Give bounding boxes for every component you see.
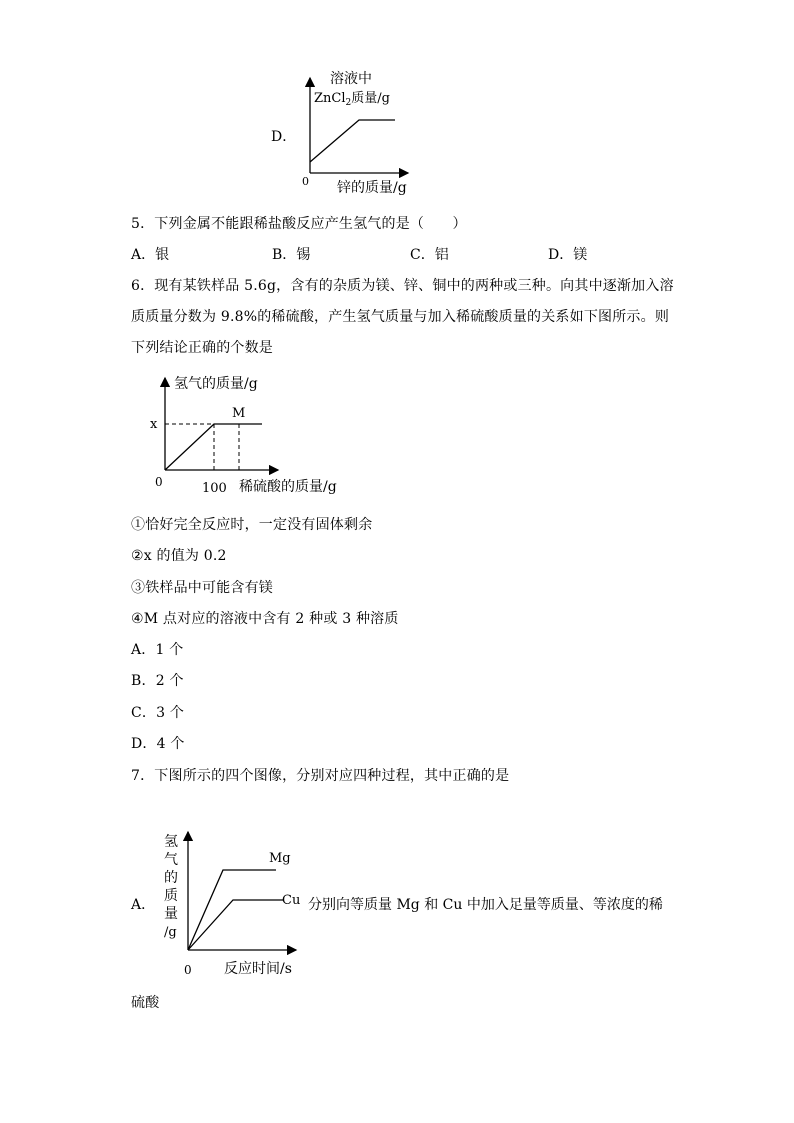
- q6-graph-origin: 0: [155, 475, 163, 489]
- q7-option-a-graph: [158, 828, 308, 980]
- q6-graph-xlabel: 稀硫酸的质量/g: [239, 479, 337, 495]
- q6-stem-line-3: 下列结论正确的个数是: [131, 340, 273, 356]
- q4-graph-curve: [310, 120, 395, 162]
- q6-option-c: C．3 个: [131, 705, 185, 721]
- q7-graph-ylabel-char-4: 质: [164, 888, 178, 904]
- q4-option-d-graph: [296, 68, 426, 196]
- q6-graph-y-marker: x: [150, 417, 158, 432]
- q4-graph-origin: 0: [302, 175, 309, 188]
- q7-graph-cu-label: Cu: [282, 893, 301, 908]
- q7-graph-ylabel-char-3: 的: [164, 870, 178, 886]
- q5-option-d: D．镁: [548, 247, 588, 263]
- q5-option-c: C．铝: [410, 247, 449, 263]
- q4-graph-ylabel-line2: ZnCl$_2$质量/g: [314, 91, 390, 108]
- q6-graph-point-m: M: [232, 406, 246, 421]
- q5-stem: 5．下列金属不能跟稀盐酸反应产生氢气的是（ ）: [131, 216, 467, 232]
- q6-graph-x-tick: 100: [202, 481, 227, 496]
- q6-stem-line-2: 质质量分数为 9.8%的稀硫酸，产生氢气质量与加入稀硫酸质量的关系如下图所示。则: [131, 309, 670, 325]
- q7-graph-mg-line: [188, 870, 276, 950]
- q6-option-d: D．4 个: [131, 736, 185, 752]
- q7-graph-xlabel: 反应时间/s: [224, 961, 292, 977]
- q7-graph-ylabel-char-2: 气: [164, 852, 178, 868]
- q7-graph-ylabel-char-6: /g: [164, 925, 177, 940]
- q7-option-a-description-cont: 硫酸: [131, 995, 160, 1011]
- q6-graph-ylabel: 氢气的质量/g: [174, 376, 258, 392]
- q7-graph-ylabel-char-5: 量: [164, 906, 178, 922]
- q6-statement-3: ③铁样品中可能含有镁: [131, 580, 273, 596]
- q4-option-d-label: D．: [271, 129, 297, 145]
- q5-option-b: B．锡: [272, 247, 311, 263]
- q7-option-a-label: A．: [131, 897, 156, 913]
- q7-graph-origin: 0: [184, 963, 192, 977]
- q7-graph-ylabel-char-1: 氢: [164, 834, 178, 850]
- q6-statement-2: ②x 的值为 0.2: [131, 548, 227, 564]
- q6-statement-1: ①恰好完全反应时，一定没有固体剩余: [131, 517, 373, 533]
- q5-option-a: A．银: [131, 247, 170, 263]
- q6-statement-4: ④M 点对应的溶液中含有 2 种或 3 种溶质: [131, 611, 399, 627]
- q7-option-a-description: 分别向等质量 Mg 和 Cu 中加入足量等质量、等浓度的稀: [308, 897, 663, 913]
- q6-option-b: B．2 个: [131, 673, 184, 689]
- q7-stem: 7．下图所示的四个图像，分别对应四种过程，其中正确的是: [131, 768, 510, 784]
- q4-graph-ylabel-line1: 溶液中: [330, 71, 372, 87]
- q6-graph: [140, 368, 340, 498]
- q7-graph-mg-label: Mg: [269, 851, 291, 866]
- q6-stem-line-1: 6．现有某铁样品 5.6g，含有的杂质为镁、锌、铜中的两种或三种。向其中逐渐加入溶: [131, 278, 674, 294]
- q7-graph-cu-line: [188, 900, 284, 950]
- q6-option-a: A．1 个: [131, 642, 184, 658]
- q4-graph-xlabel: 锌的质量/g: [337, 180, 407, 196]
